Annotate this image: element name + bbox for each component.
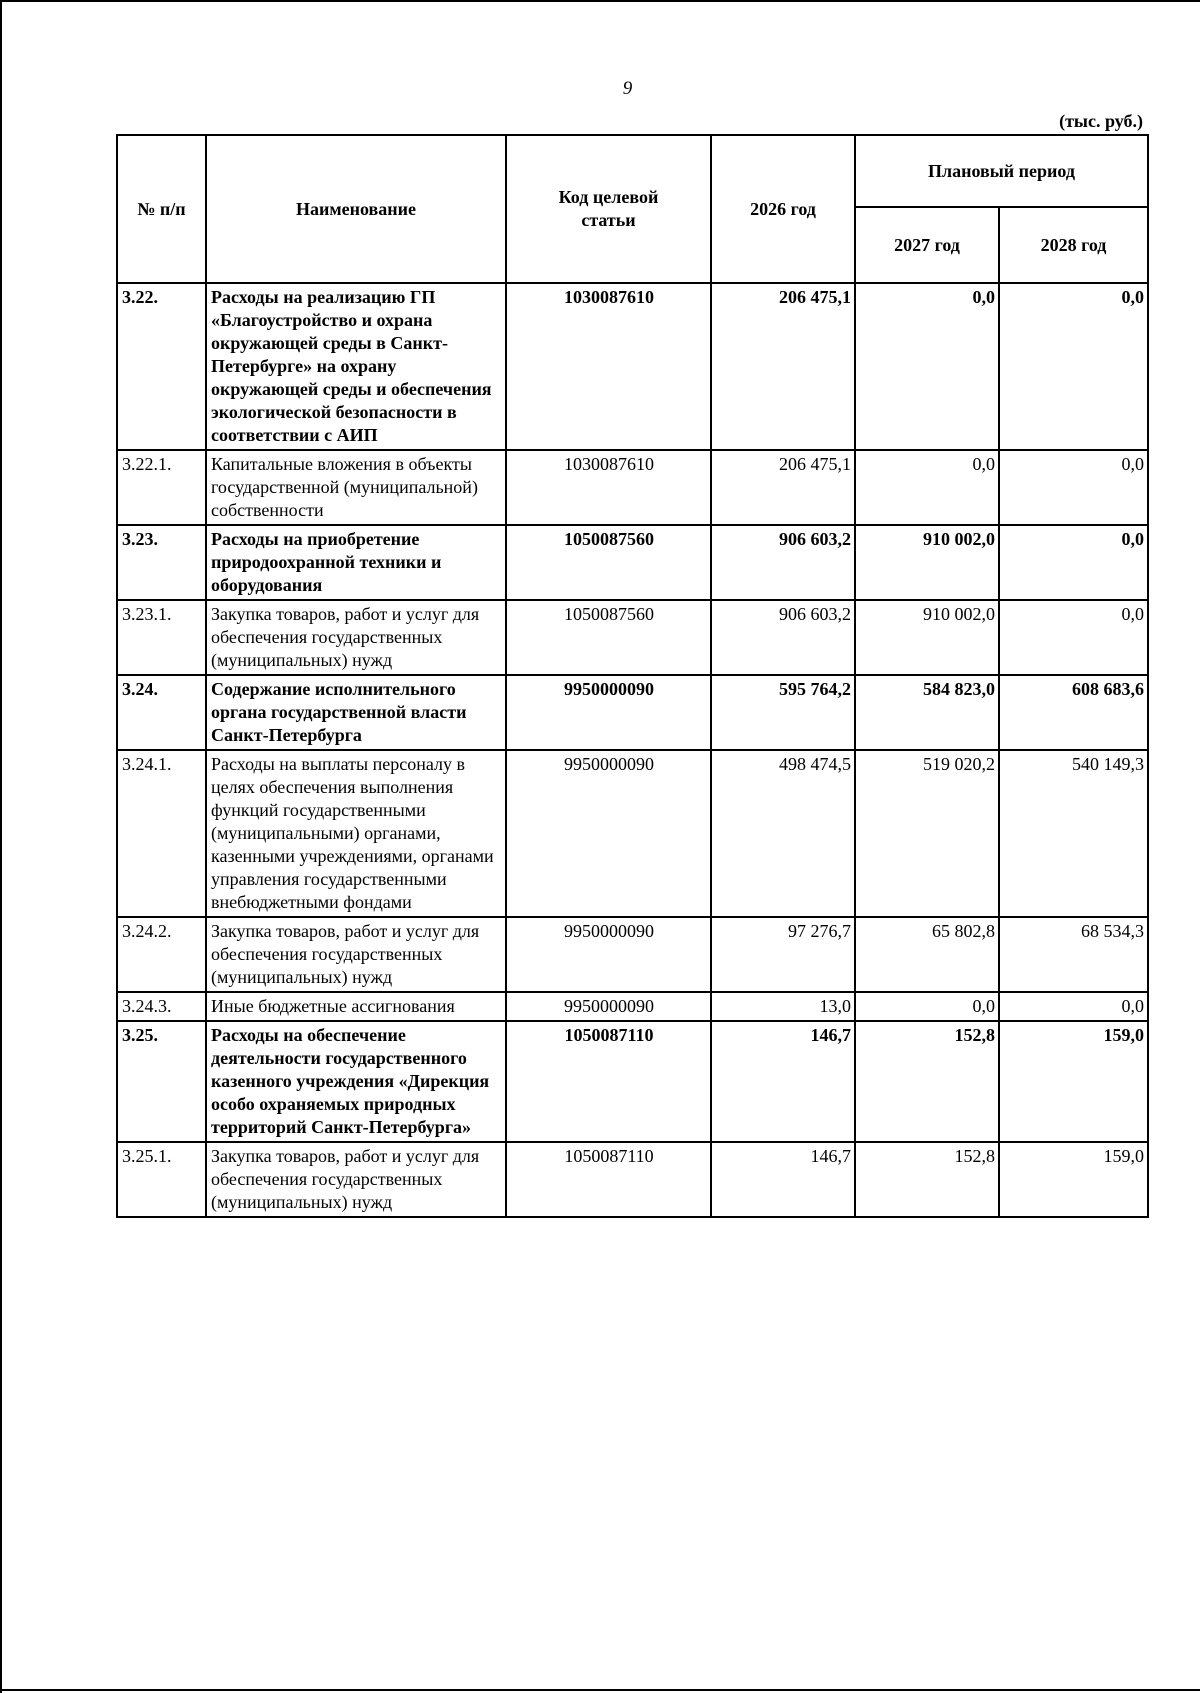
row-2028-amount: 159,0	[999, 1021, 1148, 1142]
row-name: Расходы на выплаты персоналу в целях обеспечения выполнения функций государственными (муниципальными) органами, казенными учреждениями, органами управления государственными внебюджетными фондами	[206, 750, 506, 917]
bottom-scan-border	[0, 1689, 1200, 1691]
row-2027-amount: 910 002,0	[855, 600, 999, 675]
row-name: Капитальные вложения в объекты государственной (муниципальной) собственности	[206, 450, 506, 525]
header-2027: 2027 год	[855, 207, 999, 283]
row-code: 9950000090	[506, 675, 711, 750]
page-number: 9	[622, 78, 633, 99]
header-planned-period: Плановый период	[855, 135, 1148, 207]
row-2027-amount: 519 020,2	[855, 750, 999, 917]
row-code: 1050087110	[506, 1021, 711, 1142]
row-number: 3.23.	[117, 525, 206, 600]
row-name: Расходы на реализацию ГП «Благоустройство и охрана окружающей среды в Санкт-Петербурге» на охрану окружающей среды и обеспечения экологической безопасности в соответствии с АИП	[206, 283, 506, 450]
table-row	[117, 992, 1148, 1021]
row-name: Закупка товаров, работ и услуг для обеспечения государственных (муниципальных) нужд	[206, 917, 506, 992]
row-2026-amount: 206 475,1	[711, 283, 855, 450]
unit-label: (тыс. руб.)	[1059, 111, 1143, 131]
row-name: Содержание исполнительного органа государственной власти Санкт-Петербурга	[206, 675, 506, 750]
row-code: 1050087560	[506, 525, 711, 600]
table-row	[117, 525, 1148, 600]
row-2026-amount: 97 276,7	[711, 917, 855, 992]
row-2027-amount: 910 002,0	[855, 525, 999, 600]
row-2027-amount: 152,8	[855, 1142, 999, 1217]
row-code: 1030087610	[506, 283, 711, 450]
row-2028-amount: 0,0	[999, 600, 1148, 675]
table-row	[117, 283, 1148, 450]
header-num: № п/п	[117, 135, 206, 283]
row-2026-amount: 146,7	[711, 1142, 855, 1217]
row-2027-amount: 152,8	[855, 1021, 999, 1142]
row-code: 1050087560	[506, 600, 711, 675]
row-name: Закупка товаров, работ и услуг для обеспечения государственных (муниципальных) нужд	[206, 600, 506, 675]
row-code: 9950000090	[506, 750, 711, 917]
table-header	[117, 135, 1148, 283]
table-row	[117, 1142, 1148, 1217]
header-code: Код целевой статьи	[506, 135, 711, 283]
row-code: 1030087610	[506, 450, 711, 525]
row-number: 3.25.1.	[117, 1142, 206, 1217]
row-2028-amount: 0,0	[999, 283, 1148, 450]
row-number: 3.23.1.	[117, 600, 206, 675]
row-name: Закупка товаров, работ и услуг для обеспечения государственных (муниципальных) нужд	[206, 1142, 506, 1217]
row-number: 3.22.	[117, 283, 206, 450]
row-2026-amount: 906 603,2	[711, 600, 855, 675]
row-code: 9950000090	[506, 917, 711, 992]
row-number: 3.24.3.	[117, 992, 206, 1021]
header-2026: 2026 год	[711, 135, 855, 283]
row-2026-amount: 906 603,2	[711, 525, 855, 600]
table-body	[117, 283, 1148, 1217]
row-2028-amount: 540 149,3	[999, 750, 1148, 917]
table-row	[117, 675, 1148, 750]
row-2028-amount: 68 534,3	[999, 917, 1148, 992]
row-code: 1050087110	[506, 1142, 711, 1217]
row-2028-amount: 159,0	[999, 1142, 1148, 1217]
row-2026-amount: 146,7	[711, 1021, 855, 1142]
table-row	[117, 600, 1148, 675]
header-2028: 2028 год	[999, 207, 1148, 283]
row-2027-amount: 65 802,8	[855, 917, 999, 992]
row-2028-amount: 0,0	[999, 525, 1148, 600]
row-2026-amount: 595 764,2	[711, 675, 855, 750]
header-name: Наименование	[206, 135, 506, 283]
table-row	[117, 1021, 1148, 1142]
row-2027-amount: 584 823,0	[855, 675, 999, 750]
row-number: 3.24.2.	[117, 917, 206, 992]
row-2026-amount: 13,0	[711, 992, 855, 1021]
row-name: Расходы на приобретение природоохранной техники и оборудования	[206, 525, 506, 600]
table-row	[117, 750, 1148, 917]
row-name: Расходы на обеспечение деятельности государственного казенного учреждения «Дирекция особо охраняемых природных территорий Санкт-Петербурга»	[206, 1021, 506, 1142]
row-number: 3.24.1.	[117, 750, 206, 917]
row-2028-amount: 608 683,6	[999, 675, 1148, 750]
row-number: 3.25.	[117, 1021, 206, 1142]
row-2026-amount: 498 474,5	[711, 750, 855, 917]
row-number: 3.24.	[117, 675, 206, 750]
row-number: 3.22.1.	[117, 450, 206, 525]
top-scan-border	[0, 0, 1200, 2]
left-scan-border	[0, 0, 2, 1693]
table-row	[117, 450, 1148, 525]
budget-table	[116, 134, 1149, 1218]
row-2027-amount: 0,0	[855, 450, 999, 525]
row-2027-amount: 0,0	[855, 992, 999, 1021]
row-2028-amount: 0,0	[999, 992, 1148, 1021]
table-row	[117, 917, 1148, 992]
row-name: Иные бюджетные ассигнования	[206, 992, 506, 1021]
row-2027-amount: 0,0	[855, 283, 999, 450]
row-code: 9950000090	[506, 992, 711, 1021]
row-2026-amount: 206 475,1	[711, 450, 855, 525]
row-2028-amount: 0,0	[999, 450, 1148, 525]
